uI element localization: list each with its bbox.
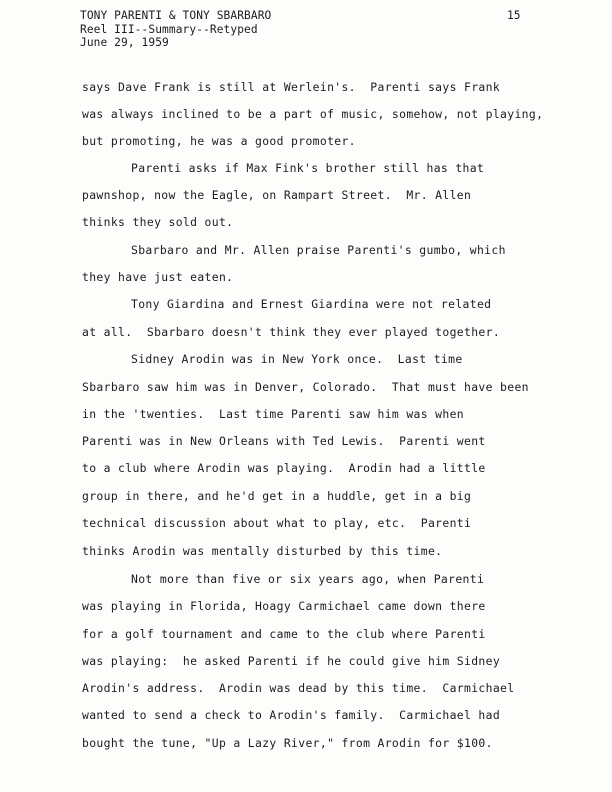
document-header bbox=[80, 9, 271, 50]
body-line-9: Tony Giardina and Ernest Giardina were not related bbox=[131, 297, 492, 311]
body-line-3: but promoting, he was a good promoter. bbox=[82, 134, 356, 148]
body-line-11: Sidney Arodin was in New York once. Last time bbox=[131, 352, 463, 366]
body-line-4: Parenti asks if Max Fink's brother still has that bbox=[131, 161, 485, 175]
body-line-17: technical discussion about what to play, etc. Parenti bbox=[82, 516, 472, 530]
body-line-20: was playing in Florida, Hoagy Carmichael came down there bbox=[82, 599, 486, 613]
body-line-18: thinks Arodin was mentally disturbed by this time. bbox=[82, 544, 443, 558]
body-line-6: thinks they sold out. bbox=[82, 215, 234, 229]
header-date: June 29, 1959 bbox=[80, 36, 169, 49]
body-line-1: says Dave Frank is still at Werlein's. Parenti says Frank bbox=[82, 80, 501, 94]
body-line-19: Not more than five or six years ago, when Parenti bbox=[131, 572, 485, 586]
body-line-15: to a club where Arodin was playing. Arodin had a little bbox=[82, 461, 486, 475]
body-line-16: group in there, and he'd get in a huddle, get in a big bbox=[82, 489, 472, 503]
body-line-2: was always inclined to be a part of music, somehow, not playing, bbox=[82, 107, 544, 121]
header-reel: Reel III--Summary--Retyped bbox=[80, 22, 258, 36]
body-line-21: for a golf tournament and came to the club where Parenti bbox=[82, 627, 486, 641]
body-line-24: wanted to send a check to Arodin's family. Carmichael had bbox=[82, 708, 501, 722]
body-line-14: Parenti was in New Orleans with Ted Lewis. Parenti went bbox=[82, 434, 486, 448]
body-line-7: Sbarbaro and Mr. Allen praise Parenti's gumbo, which bbox=[131, 243, 506, 257]
page-number: 15 bbox=[507, 9, 521, 22]
header-interviewees: TONY PARENTI & TONY SBARBARO bbox=[80, 9, 272, 22]
body-line-12: Sbarbaro saw him was in Denver, Colorado. That must have been bbox=[82, 380, 529, 394]
body-line-13: in the 'twenties. Last time Parenti saw him was when bbox=[82, 407, 465, 421]
body-line-25: bought the tune, "Up a Lazy River," from Arodin for $100. bbox=[82, 736, 493, 750]
body-line-10: at all. Sbarbaro doesn't think they ever played together. bbox=[82, 325, 501, 339]
body-line-23: Arodin's address. Arodin was dead by this time. Carmichael bbox=[82, 681, 515, 695]
body-line-8: they have just eaten. bbox=[82, 270, 234, 284]
body-line-22: was playing: he asked Parenti if he could give him Sidney bbox=[82, 654, 501, 668]
body-line-5: pawnshop, now the Eagle, on Rampart Street. Mr. Allen bbox=[82, 188, 472, 202]
